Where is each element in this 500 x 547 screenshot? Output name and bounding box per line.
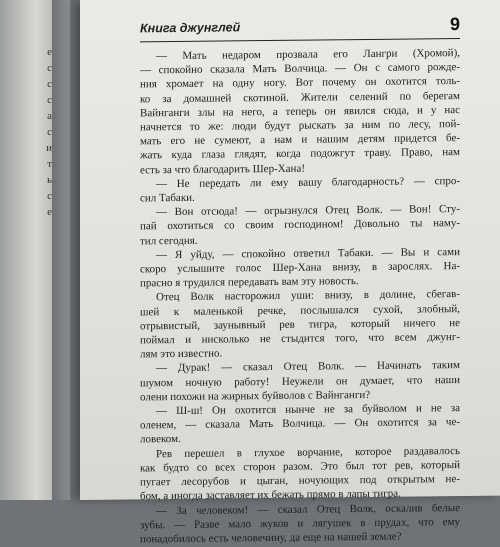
- text-line: сил Табаки.: [140, 191, 195, 205]
- left-char: с: [47, 94, 52, 106]
- body-text: [140, 46, 460, 546]
- book-page: [80, 0, 500, 546]
- text-line: есть за что благодарить Шер-Хана!: [140, 162, 305, 176]
- left-char: т: [47, 158, 52, 170]
- text-line: ния хромает на одну ногу. Вот почему он охотится толь-: [140, 75, 460, 91]
- text-line: — Вон отсюда! — огрызнулся Отец Волк. — Вон! Сту-: [156, 203, 460, 219]
- text-line: бом, а иногда заставляет их бежать прямо в лапы тигра.: [140, 487, 401, 503]
- text-line: Отец Волк насторожил уши: внизу, в долине, сбегав-: [156, 288, 460, 304]
- text-line: — Ш-ш! Он охотится нынче не за буйволом и не за: [156, 402, 460, 418]
- left-char: с: [47, 78, 52, 90]
- text-line: жать куда глаза глядят, когда подожгут траву. Право, нам: [140, 146, 460, 162]
- text-line: пай охотиться со своим господином! Довольно ты наму-: [140, 217, 460, 233]
- text-line: — Не передать ли ему вашу благодарность? — спро-: [156, 174, 460, 191]
- book-title: Книга джунглей: [140, 20, 241, 36]
- text-line: олени похожи на жирных буйволов с Вайнганги?: [140, 388, 371, 404]
- text-line: понадобилось есть человечину, да еще на нашей земле?: [140, 530, 402, 546]
- text-line: отрывистый, заунывный рев тигра, который ничего не: [140, 316, 460, 333]
- text-line: прасно я трудился передавать вам эту новость.: [140, 275, 359, 290]
- text-line: ловеком.: [140, 433, 181, 446]
- text-line: ко за домашней скотиной. Жители селений по берегам: [140, 89, 460, 105]
- text-line: как будто со всех сторон разом. Это был тот рев, который: [140, 458, 460, 475]
- left-char: ь: [46, 174, 52, 186]
- left-char: и: [46, 142, 52, 154]
- text-line: лям это известно.: [140, 347, 223, 361]
- text-line: оленем, — сказала Мать Волчица. — Он охотится за че-: [140, 416, 460, 432]
- text-line: шей к маленькой речке, послышался сухой, злобный,: [140, 302, 460, 319]
- left-char: а: [47, 110, 52, 122]
- text-line: зубы. — Разве мало жуков и лягушек в прудах, что ему: [140, 515, 460, 532]
- text-line: мать его не сумеют, а нам и нашим детям придется бе-: [140, 132, 460, 148]
- text-line: Вайнганги злы на него, а теперь он явился сюда, и у нас: [140, 103, 460, 120]
- left-char: е: [47, 206, 52, 218]
- left-char: с: [47, 190, 52, 202]
- left-char: с: [47, 126, 52, 138]
- left-page-fragments: [40, 44, 52, 220]
- running-header: [140, 14, 460, 42]
- left-char: с: [47, 62, 52, 74]
- text-line: шумом ночную работу! Неужели он думает, что наши: [140, 373, 460, 390]
- text-line: — Дурак! — сказал Отец Волк. — Начинать таким: [156, 359, 460, 375]
- text-line: — спокойно сказала Мать Волчица. — Он с самого рожде-: [140, 61, 460, 77]
- text-line: — Мать недаром прозвала его Лангри (Хромой),: [156, 47, 460, 63]
- text-line: пугает лесорубов и цыган, ночующих под открытым не-: [140, 473, 460, 489]
- page-number: 9: [449, 14, 460, 35]
- text-line: — За человеком! — сказал Отец Волк, оскалив белые: [156, 501, 460, 517]
- text-line: тил сегодня.: [140, 234, 198, 248]
- text-line: начнется то же: люди будут рыскать за ним по лесу, пой-: [140, 118, 460, 134]
- text-line: — Я уйду, — спокойно ответил Табаки. — Вы и сами: [156, 245, 460, 262]
- text-line: Рев перешел в глухое ворчание, которое раздавалось: [156, 444, 460, 460]
- text-line: скоро услышите голос Шер-Хана внизу, в зарослях. На-: [140, 260, 460, 276]
- text-line: поймал и нисколько не стыдится того, что всем джунг-: [140, 331, 460, 347]
- left-char: е: [47, 46, 52, 58]
